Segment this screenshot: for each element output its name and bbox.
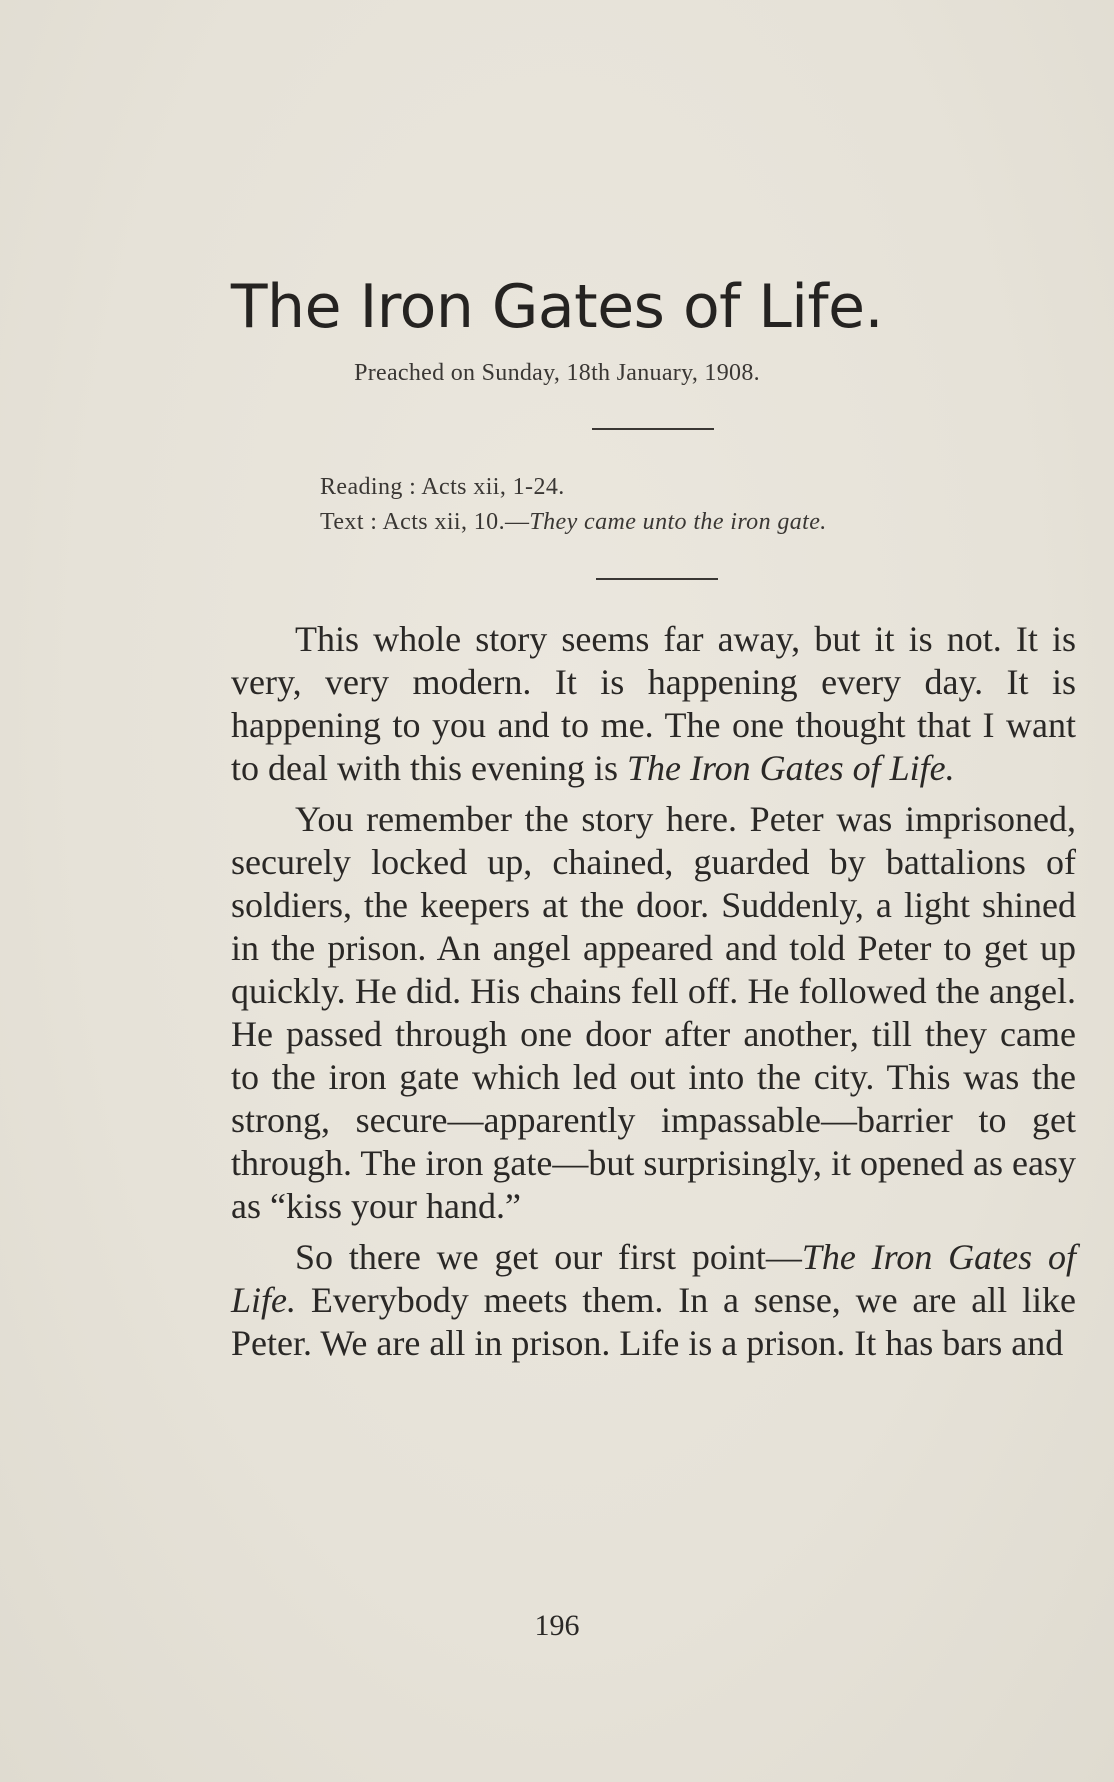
text-label: Text : <box>320 509 383 535</box>
chapter-title: The Iron Gates of Life. <box>230 272 884 342</box>
text-reference: Acts xii, 10.— <box>382 509 530 535</box>
paragraph-3 <box>231 1236 1076 1365</box>
paragraph-1 <box>231 618 1076 790</box>
divider-rule-top <box>592 428 714 430</box>
reading-line <box>320 470 827 505</box>
paragraph-text: You remember the story here. Peter was imprisoned, securely locked up, chained, guarded by battalions of soldiers, the keepers at the door. Suddenly, a light shined in the prison. An angel appeared and told Peter to get up quickly. He did. His chains fell off. He followed the angel. He passed through one door after another, till they came to the iron gate which led out into the city. This was the strong, secure—apparently impassable—barrier to get through. The iron gate—but surprisingly, it opened as easy as “kiss your hand.” <box>231 799 1076 1226</box>
paragraph-2 <box>231 798 1076 1228</box>
page-number: 196 <box>534 1609 580 1642</box>
paragraph-text: This whole story seems far away, but it is not. It is very, very modern. It is happening every day. It is happening to you and to me. The one thought that I want to deal with this evening is <box>231 619 1076 788</box>
paragraph-emphasis: The Iron Gates of Life. <box>626 748 955 788</box>
text-line <box>320 505 827 540</box>
reading-value: Acts xii, 1-24. <box>421 474 565 500</box>
paragraph-emphasis: The Iron Gates of Life. <box>231 1237 1076 1320</box>
scripture-references <box>320 470 827 540</box>
paragraph-text: So there we get our first point— <box>295 1237 802 1277</box>
chapter-subtitle: Preached on Sunday, 18th January, 1908. <box>354 360 760 386</box>
paragraph-text: Everybody meets them. In a sense, we are all like Peter. We are all in prison. Life is a prison. It has bars and <box>231 1280 1076 1363</box>
reading-label: Reading : <box>320 474 422 500</box>
text-quote: They came unto the iron gate. <box>529 509 827 535</box>
sermon-body <box>231 618 1076 1373</box>
divider-rule-bottom <box>596 578 718 580</box>
